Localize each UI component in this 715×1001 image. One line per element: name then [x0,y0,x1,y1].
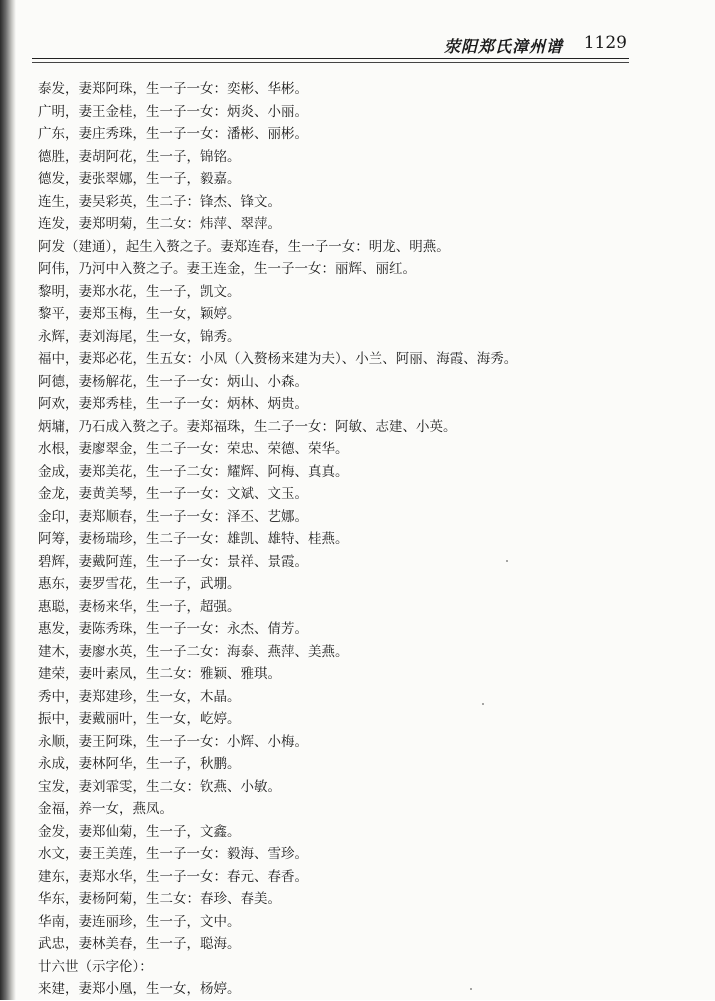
binding-shadow [0,0,16,1000]
entry-line: 广东，妻庄秀珠，生一子一女：潘彬、丽彬。 [38,126,308,142]
entry-line: 德发，妻张翠娜，生一子，毅嘉。 [38,171,241,187]
entry-line: 阿伟，乃河中入赘之子。妻王连金，生一子一女：丽辉、丽红。 [38,261,416,277]
entry-line: 金印，妻郑顺春，生一子一女：泽丕、艺娜。 [38,508,308,525]
entry-line: 黎平，妻郑玉梅，生一女，颖婷。 [38,306,241,322]
entry-line: 宝发，妻刘霏雯，生二女：钦燕、小敏。 [38,778,281,795]
entry-line: 建木，妻廖水英，生一子二女：海泰、燕萍、美燕。 [38,643,349,660]
entry-line: 金福，养一女，燕凤。 [38,801,173,817]
entry-line: 德胜，妻胡阿花，生一子，锦铭。 [38,148,241,165]
entry-line: 来建，妻郑小凰，生一女，杨婷。 [38,981,241,997]
entry-line: 武忠，妻林美春，生一子，聪海。 [38,936,241,952]
entry-line: 阿欢，妻郑秀桂，生一子一女：炳林、炳贵。 [38,396,308,412]
entry-line: 泰发，妻郑阿珠，生一子一女：奕彬、华彬。 [38,81,308,97]
entry-line: 连生，妻吴彩英，生二子：锋杰、锋文。 [38,193,281,210]
header-rule [32,58,629,59]
page-number: 1129 [583,33,627,53]
page-header [32,22,627,58]
entry-line: 振中，妻戴丽叶，生一女，屹婷。 [38,711,241,727]
entry-line: 阿筹，妻杨瑞珍，生二子一女：雄凯、雄特、桂燕。 [38,531,349,547]
entry-line: 连发，妻郑明菊，生二女：炜萍、翠萍。 [38,216,281,232]
entry-line: 惠发，妻陈秀珠，生一子一女：永杰、倩芳。 [38,621,308,637]
entry-line: 黎明，妻郑水花，生一子，凯文。 [38,283,241,300]
entry-line: 惠东，妻罗雪花，生一子，武堋。 [38,576,241,592]
header-rule-thin [32,62,629,63]
entry-line: 秀中，妻郑建珍，生一女，木晶。 [38,688,241,705]
entry-line: 永顺，妻王阿珠，生一子一女：小辉、小梅。 [38,733,308,750]
entry-line: 阿德，妻杨解花，生一子一女：炳山、小森。 [38,373,308,390]
entry-line: 炳墉，乃石成入赘之子。妻郑福珠，生二子一女：阿敏、志建、小英。 [38,418,457,435]
generation-heading: 廿六世（示字伦）： [38,958,153,975]
entry-line: 水根，妻廖翠金，生二子一女：荣忠、荣德、荣华。 [38,441,349,457]
entry-line: 金发，妻郑仙菊，生一子，文鑫。 [38,823,241,840]
entry-line: 永成，妻林阿华，生一子，秋鹏。 [38,756,241,772]
entry-line: 广明，妻王金桂，生一子一女：炳炎、小丽。 [38,103,308,120]
entry-line: 水文，妻王美莲，生一子一女：毅海、雪珍。 [38,846,308,862]
entry-line: 永辉，妻刘海尾，生一女，锦秀。 [38,328,241,345]
entry-line: 华南，妻连丽珍，生一子，文中。 [38,913,241,930]
scan-speck [470,988,472,990]
scan-speck [506,560,508,562]
entry-line: 建东，妻郑水华，生一子一女：春元、春香。 [38,868,308,885]
entry-line: 福中，妻郑必花，生五女：小凤（入赘杨来建为夫）、小兰、阿丽、海霞、海秀。 [38,351,518,367]
entry-line: 华东，妻杨阿菊，生二女：春珍、春美。 [38,891,281,907]
entry-line: 碧辉，妻戴阿莲，生一子一女：景祥、景霞。 [38,553,308,570]
running-title: 荥阳郑氏漳州谱 [443,37,563,56]
genealogy-entries [38,78,638,1001]
entry-line: 建荣，妻叶素凤，生二女：雅颖、雅琪。 [38,666,281,682]
entry-line: 阿发（建通），起生入赘之子。妻郑连春，生一子一女：明龙、明燕。 [38,238,450,255]
entry-line: 金成，妻郑美花，生一子二女：耀辉、阿梅、真真。 [38,463,349,480]
entry-line: 惠聪，妻杨来华，生一子，超强。 [38,598,241,615]
entry-line: 金龙，妻黄美琴，生一子一女：文斌、文玉。 [38,486,308,502]
scan-speck [482,703,484,705]
